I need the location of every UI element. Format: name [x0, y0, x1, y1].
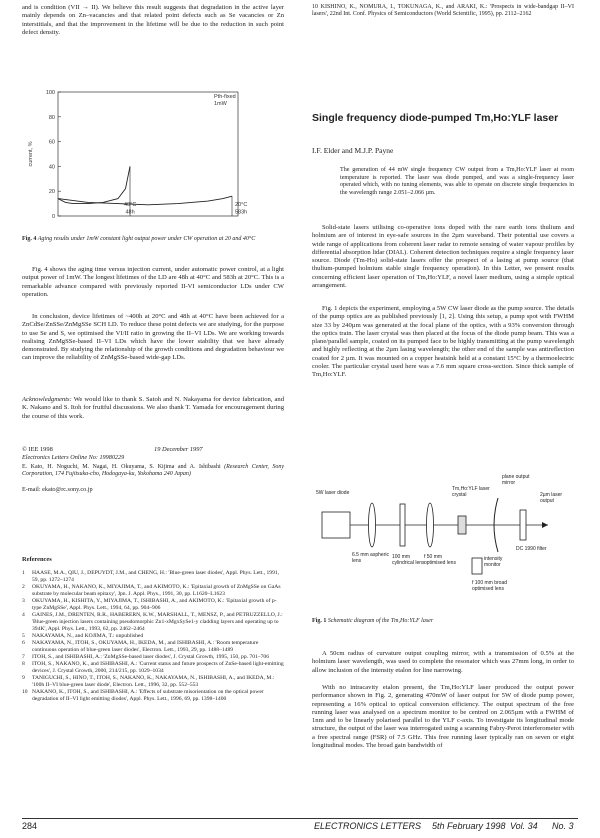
reference-text: ITOH, S., NAKANO, K., and ISHIBASHI, A.: 'Current status and future prospects of ZnSe-based light-emitting devices', J. Crystal Growth, 2000, 214/215, pp. 1029–1034 — [32, 661, 284, 674]
fig1-caption — [312, 618, 574, 625]
reference-item — [22, 570, 284, 584]
annotation-2: 20°C — [235, 202, 248, 209]
reference-text: NAKANO, K., ITOH, S., and ISHIBASHI, A.: 'Effects of substrate misorientation on the optical power degradation of II–VI light emitting diodes', Appl. Phys. Lett., 1996, 69, pp. 1398–1400 — [32, 689, 264, 702]
article-title: Single frequency diode-pumped Tm,Ho:YLF laser — [312, 112, 559, 124]
reference-text: NAKAYAMA, N., ITOH, S., OKUYAMA, H., IKEDA, M., and ISHIBASHI, A.: 'Room temperature continuous operation of blue-green laser diodes', Electron. Lett., 1993, 29, pp. 1488–1489 — [32, 640, 259, 653]
reference-number: 10 — [22, 689, 28, 695]
fig4-caption-label: Fig. 4 — [22, 236, 37, 242]
annotation-1: 48h — [125, 209, 135, 216]
journal-name: ELECTRONICS LETTERS — [314, 821, 422, 831]
aspheric-lens — [369, 503, 376, 547]
reference-text: OKUYAMA, H., KISHITA, Y., MIYAJIMA, T., ISHIBASHI, A., and AKIMOTO, K.: 'Epitaxial growth of p-type ZnMgSSe', Appl. Phys. Lett., 1994, 64, pp. 904–906 — [32, 598, 277, 611]
annotation-3: 583h — [235, 209, 248, 216]
reference-item — [22, 661, 284, 675]
body-paragraph-2: Fig. 1 depicts the experiment, employing a 5W CW laser diode as the pump source. The details of the pump optics are as published previously [1, 2]. Using this setup, a pump spot with FWHM size 33 by 240µm was generated at the focal plane of the optics, with a 93% conversion through the optics train. The laser crystal was then placed at the focus of the diode pump beam. This was a plane/parallel sample, coated on its pumped face to be highly transmitting at the pump wavelength and highly reflecting at the 2µm lasing wavelength; the other end of the sample was antireflection coated for 2 µm. It was mounted on a copper heatsink held at a constant 15°C by a thermoelectric cooler. The particular crystal used here was a 7.6 mm square cross-section. Since thick sample of Tm,Ho:YLF. — [312, 305, 574, 379]
fig1-diagram — [312, 470, 574, 630]
affil-authors: E. Kato, H. Noguchi, M. Nagai, H. Okuyama, S. Kijima and A. Ishibashi — [22, 464, 221, 470]
reference-item — [22, 675, 284, 689]
label-aspheric: 6.5 mm aspheric lens — [352, 552, 389, 564]
conclusion-paragraph: In conclusion, device lifetimes of ~400h at 20°C and 48h at 40°C have been achieved for a ZnCdSe/ZnSSe/ZnMgSSe SCH LD. To reduce these point defects we are studying, for the purpose to use Se and S, we optimised the VI/II ratio in growing the II–VI LDs. We are working towards realising ZnMgSSe-based II–VI LDs which have the lower stability that we have already demonstrated. By studying the relationship of the growth conditions and degradation behaviour we can improve the reliability of ZnMgSSe-based wide-gap LDs. — [22, 313, 284, 362]
body-paragraph-3: A 50cm radius of curvature output coupling mirror, with a transmission of 0.5% at the holmium laser wavelength, was used to complete the resonator which was 27mm long, in order to allow inclusion of the intensity etalon for line narrowing. — [312, 650, 574, 674]
intro-paragraph: and is condition (VII → II). We believe this result suggests that degradation in the active layer mainly depends on Zn–vacancies and that related point defects such as Se vacancies or Zn interstitials, and that the improvement in the lifetime will be due to the reduction in such point defect density. — [22, 4, 284, 36]
label-laser: 5W laser diode — [316, 490, 350, 496]
dc-filter — [520, 510, 526, 540]
output-arrow — [542, 522, 548, 528]
y-tick-label: 40 — [48, 164, 55, 171]
issue-date: 5th February 1998 — [432, 821, 506, 831]
y-tick-label: 20 — [48, 189, 55, 196]
label-intensity: intensity monitor — [484, 556, 503, 568]
iee-line — [22, 446, 284, 453]
volume: Vol. 34 — [510, 821, 538, 831]
y-axis-label: current, % — [28, 141, 34, 167]
label-broad: f 100 mm broad optimised lens — [472, 580, 508, 592]
reference-text: GAINES, J.M., DRENTEN, R.R., HABERERN, K.W., MARSHALL, T., MENSZ, P., and PETRUZZELLO, J.: 'Blue-green injection lasers containing pseudomorphic Zn1-xMgxSySe1-y cladding layers and operating up to 394K', Appl. Phys. Lett., 1993, 62, pp. 2462–2464 — [32, 612, 283, 632]
page-number: 284 — [22, 821, 38, 831]
reference-text: TANIGUCHI, S., HINO, T., ITOH, S., NAKANO, K., NAKAYAMA, N., ISHIBASHI, A., and IKEDA, M.: '100h II–VI blue-green laser diode', Electron. Lett., 1996, 32, pp. 552–553 — [32, 675, 275, 688]
iee-date: 19 December 1997 — [154, 446, 203, 453]
annotation-0: 40°C — [124, 202, 137, 209]
reference-number: 1 — [22, 570, 25, 576]
optimised-lens — [427, 503, 434, 547]
ack-text: We would like to thank S. Satoh and N. Nakayama for device fabrication, and K. Nakano and S. Itoh for fruitful discussions. We also thank T. Yamada for encouragement during the course of this work. — [22, 396, 285, 420]
fig4-caption — [22, 236, 284, 243]
body-paragraph-1: Solid-state lasers utilising co-operative ions doped with the rare earth ions thulium and holmium are of interest in eye-safe sources in the 2µm waveband. Their potential use covers a wide range of applications from coherent laser radar to remote sensing of water vapour profiles by differential absorption lidar (DIAL). Coherent detection techniques require a single frequency laser source. Diode (Tm-Ho) solid-state lasers offer the prospect of a lasing at pump source (that thulium-pumped holmium stable single frequency operation). In this Letter, we present results concerning efficient laser operation of Tm,Ho:YLF, a novel laser medium, using a simple optical arrangement. — [312, 224, 574, 290]
y-tick-label: 100 — [45, 90, 55, 96]
references-list — [22, 570, 284, 703]
y-tick-label: 80 — [48, 114, 55, 121]
y-tick-label: 0 — [51, 214, 55, 220]
page-footer — [22, 818, 578, 831]
reference-number: 9 — [22, 675, 25, 681]
reference-item — [22, 654, 284, 661]
acknowledgments — [22, 396, 284, 421]
fig1-caption-label: Fig. 1 — [312, 618, 327, 624]
label-optimised: f 50 mm optimised lens — [424, 554, 456, 566]
reference-item — [22, 633, 284, 640]
intensity-monitor — [472, 558, 482, 574]
fig1-caption-text: Schematic diagram of the Tm,Ho:YLF laser — [327, 618, 434, 624]
label-output: 2µm laser output — [540, 492, 563, 504]
email: E-mail: ekato@rc.sony.co.jp — [22, 486, 93, 493]
laser-crystal — [458, 516, 466, 534]
reference-item — [22, 612, 284, 633]
ref-top: 10 KISHINO, K., NOMURA, I., TOKUNAGA, K., and ARAKI, K.: 'Prospects in wide-bandgap II–VI lasers', 22nd Int. Conf. Physics of Semiconductors (World Scientific, 1995), pp. 2112–2162 — [312, 4, 574, 18]
affiliation — [22, 464, 284, 479]
reference-text: OKUYAMA, H., NAKANO, K., MIYAJIMA, T., and AKIMOTO, K.: 'Epitaxial growth of ZnMgSSe on GaAs substrate by molecular beam epitaxy', Jpn. J. Appl. Phys., 1991, 30, pp. L1620–L1623 — [32, 584, 281, 597]
fig1-svg — [312, 470, 574, 630]
reference-number: 6 — [22, 640, 25, 646]
fig4-paragraph: Fig. 4 shows the aging time versus injection current, under automatic power control, at a light output power of 1mW. The longest lifetimes of the LD are 48h at 40°C and 583h at 20°C. This is a remarkable advance compared with previously reported II-VI semiconductor LDs under CW operation. — [22, 266, 284, 298]
reference-item — [22, 584, 284, 598]
online-number: Electronics Letters Online No: 19980229 — [22, 454, 125, 461]
body-paragraph-4: With no intracavity etalon present, the Tm,Ho:YLF laser produced the output power performance shown in Fig. 2, generating 470mW of laser output for 5W of diode pump power, representing a 16% optical to optical conversion efficiency. The output spectrum of the free running laser was analysed on a spectrum monitor to be centred on 2.065µm with a FWHM of 1nm and to be linearly polarised parallel to the YLF c-axis. To investigate its longitudinal mode structure, the output of the laser was interrogated using a scanning Fabry-Perot interferometer with a free spectral range (FSR) of 7.5 GHz. This free running laser typically ran on seven or eight longitudinal modes. The broad gain bandwidth of — [312, 684, 574, 750]
reference-number: 2 — [22, 584, 25, 590]
y-tick-label: 60 — [48, 139, 55, 146]
ack-label: Acknowledgments: — [22, 396, 72, 403]
laser-diode-box — [322, 512, 350, 538]
abstract: The generation of 44 mW single frequency CW output from a Tm,Ho:YLF laser at room temperature is reported. The laser was diode pumped, and was a single-frequency laser operated which, with no tuning elements, was able to operate on discrete single frequencies in the wavelength range 2.051–2.066 µm. — [340, 167, 574, 197]
reference-number: 3 — [22, 598, 25, 604]
legend-entry-0: Pth-fixed — [214, 94, 236, 100]
reference-item — [22, 689, 284, 703]
affil-place: (Research Center, Sony Corporation, 174 Fujitsuka-cho, Hodogaya-ku, Yokohama 240 Japan) — [22, 464, 284, 478]
fig4-caption-text: Aging results under 1mW constant light output power under CW operation at 20 and 40°C — [37, 236, 256, 242]
reference-number: 7 — [22, 654, 25, 660]
refs-title: References — [22, 556, 52, 563]
reference-number: 8 — [22, 661, 25, 667]
reference-text: ITOH, S., and ISHIBASHI, A.: 'ZnMgSSe-based laser diodes', J. Crystal Growth, 1995, 150, pp. 701–706 — [32, 654, 269, 660]
iee-copyright: © IEE 1998 — [22, 446, 53, 453]
legend-entry-1: 1mW — [214, 101, 227, 107]
label-plane: plane output mirror — [502, 474, 530, 486]
reference-item — [22, 598, 284, 612]
reference-text: HAASE, M.A., QIU, J., DEPUYDT, J.M., and CHENG, H.: 'Blue-green laser diodes', Appl. Phys. Lett., 1991, 59, pp. 1272–1274 — [32, 570, 280, 583]
cylindrical-lens — [400, 504, 405, 546]
series-line-0 — [58, 166, 130, 203]
fig4-chart — [22, 84, 284, 234]
plot-frame — [58, 92, 238, 216]
label-crystal: Tm,Ho:YLF laser crystal — [452, 486, 490, 498]
article-authors: I.F. Elder and M.J.P. Payne — [312, 146, 394, 155]
reference-number: 4 — [22, 612, 25, 618]
label-filter: DC 1990 filter — [516, 546, 547, 552]
label-cylindrical: 100 mm cylindrical lens — [392, 554, 425, 566]
issue-number: No. 3 — [552, 821, 574, 831]
reference-number: 5 — [22, 633, 25, 639]
reference-item — [22, 640, 284, 654]
reference-text: NAKAYAMA, N., and KOJIMA, T.: unpublished — [32, 633, 144, 639]
